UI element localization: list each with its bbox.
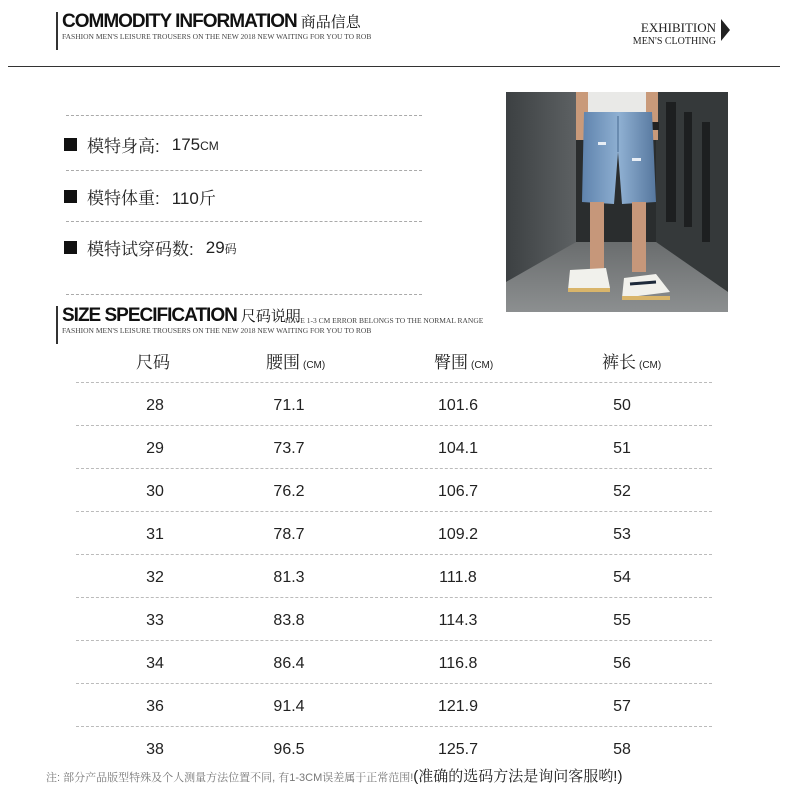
cell-length: 50: [613, 397, 631, 414]
cell-size: 30: [146, 483, 164, 500]
commodity-title-cn: 商品信息: [300, 14, 361, 31]
cell-size: 28: [146, 397, 164, 414]
footer-note-emphasis: (准确的选码方法是询问客服哟!): [413, 768, 623, 785]
model-height-value: 175CM: [171, 134, 219, 154]
square-bullet-icon: [64, 138, 77, 151]
square-bullet-icon: [64, 241, 77, 254]
cell-waist: 76.2: [273, 483, 305, 500]
footer-note-text: 注: 部分产品版型特殊及个人测量方法位置不同, 有1-3CM误差属于正常范围!: [46, 772, 414, 784]
cell-length: 57: [613, 698, 631, 715]
cell-length: 51: [613, 440, 631, 457]
column-header-waist: 腰围 (CM): [266, 353, 326, 372]
cell-hip: 114.3: [438, 612, 478, 629]
commodity-title: COMMODITY INFORMATION 商品信息: [62, 11, 361, 32]
cell-size: 38: [146, 741, 164, 758]
cell-hip: 111.8: [439, 569, 477, 586]
row-divider: [76, 597, 712, 598]
cell-length: 55: [613, 612, 631, 629]
size-error-note: HAVE 1-3 CM ERROR BELONGS TO THE NORMAL RANGE: [285, 316, 484, 325]
row-divider: [76, 640, 712, 641]
cell-waist: 96.5: [273, 741, 305, 758]
cell-size: 29: [146, 440, 164, 457]
model-size-row: [64, 235, 237, 260]
triangle-right-icon: [721, 19, 731, 49]
cell-waist: 83.8: [273, 612, 305, 629]
model-size-label: 模特试穿码数:: [87, 240, 194, 259]
cell-hip: 109.2: [437, 526, 479, 543]
commodity-subtitle: FASHION MEN'S LEISURE TROUSERS ON THE NEW 2018 NEW WAITING FOR YOU TO ROB: [62, 32, 372, 41]
row-divider: [76, 683, 712, 684]
cell-waist: 71.1: [273, 397, 305, 414]
row-divider: [76, 511, 712, 512]
section-marker: [56, 306, 58, 344]
section-marker: [56, 12, 58, 50]
cell-length: 53: [613, 526, 631, 543]
cell-hip: 116.8: [438, 655, 478, 672]
size-spec-subtitle: FASHION MEN'S LEISURE TROUSERS ON THE NEW 2018 NEW WAITING FOR YOU TO ROB: [62, 326, 372, 335]
model-weight-label: 模特体重:: [87, 189, 160, 208]
cell-size: 34: [146, 655, 164, 672]
model-height-row: [64, 132, 219, 157]
column-header-size: 尺码: [136, 353, 170, 372]
cell-hip: 125.7: [437, 741, 479, 758]
cell-size: 36: [146, 698, 164, 715]
cell-size: 31: [146, 526, 164, 543]
row-divider: [76, 554, 712, 555]
model-weight-value: 110斤: [171, 189, 216, 208]
cell-hip: 121.9: [437, 698, 479, 715]
model-height-label: 模特身高:: [87, 137, 160, 156]
cell-waist: 86.4: [273, 655, 305, 672]
cell-length: 56: [613, 655, 631, 672]
model-weight-row: [64, 184, 216, 209]
divider: [66, 221, 422, 222]
cell-waist: 91.4: [273, 698, 305, 715]
cell-waist: 78.7: [273, 526, 305, 543]
cell-size: 32: [146, 569, 164, 586]
cell-hip: 106.7: [437, 483, 479, 500]
row-divider: [76, 726, 712, 727]
cell-waist: 81.3: [273, 569, 305, 586]
cell-length: 54: [613, 569, 631, 586]
divider: [66, 294, 422, 295]
cell-length: 58: [613, 741, 631, 758]
cell-hip: 101.6: [437, 397, 479, 414]
cell-waist: 73.7: [273, 440, 305, 457]
square-bullet-icon: [64, 190, 77, 203]
column-header-hip: 臀围 (CM): [434, 353, 494, 372]
exhibition-sublabel: MEN'S CLOTHING: [632, 36, 716, 47]
size-spec-title-cn: 尺码说明: [240, 308, 301, 325]
row-divider: [76, 468, 712, 469]
cell-length: 52: [613, 483, 631, 500]
divider: [66, 170, 422, 171]
size-spec-title: SIZE SPECIFICATION 尺码说明: [62, 305, 301, 326]
header-divider: [8, 66, 780, 67]
exhibition-label: EXHIBITION: [640, 20, 716, 35]
cell-hip: 104.1: [437, 440, 479, 457]
row-divider: [76, 382, 712, 383]
cell-size: 33: [146, 612, 164, 629]
row-divider: [76, 425, 712, 426]
product-photo: [506, 92, 728, 312]
column-header-length: 裤长 (CM): [602, 353, 662, 372]
model-size-value: 29码: [205, 237, 237, 257]
divider: [66, 115, 422, 116]
